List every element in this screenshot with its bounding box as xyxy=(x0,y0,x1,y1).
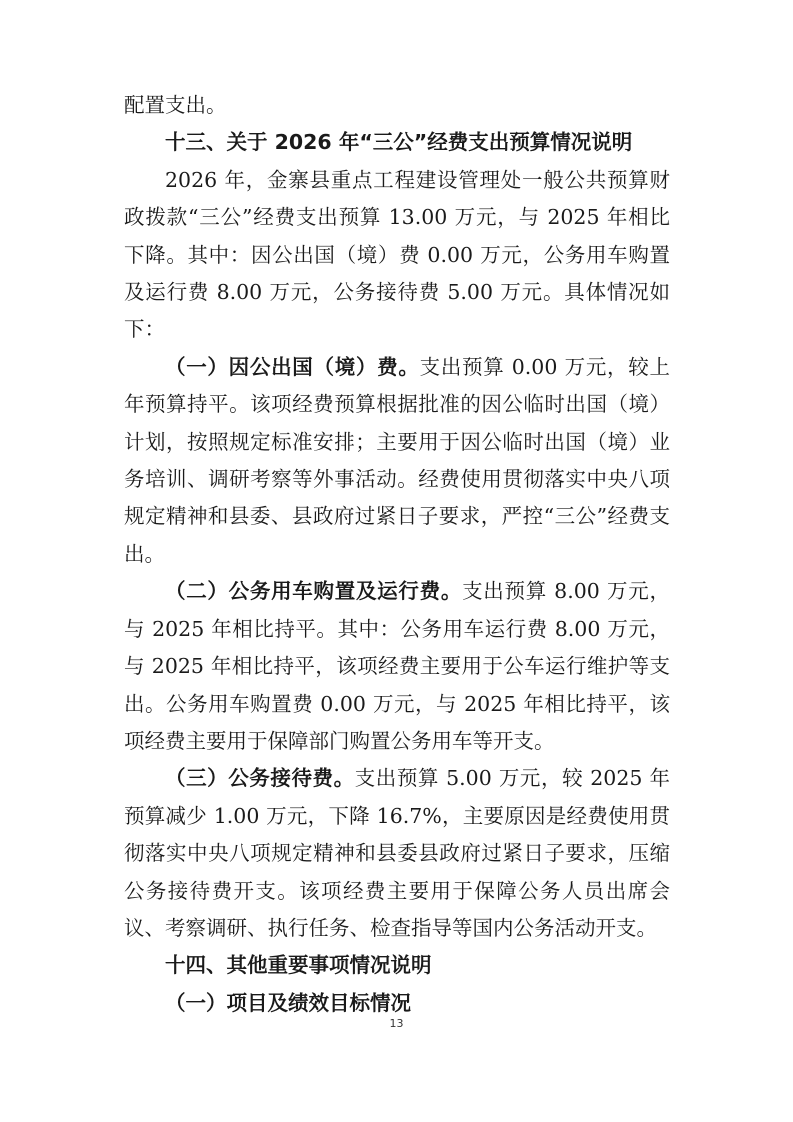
subheading-vehicles: （二）公务用车购置及运行费。 xyxy=(165,579,463,604)
overseas-body: 支出预算 0.00 万元，较上年预算持平。该项经费预算根据批准的因公临时出国（境）计划，按照规定标准安排；主要用于因公临时出国（境）业务培训、调研考察等外事活动。经费使用贯彻落实中央八项规定精神和县委、县政府过紧日子要求，严控“三公”经费支出。 xyxy=(124,354,670,566)
subheading-projects: （一）项目及绩效目标情况 xyxy=(165,990,411,1015)
paragraph-overseas xyxy=(124,349,670,573)
paragraph-summary: 2026 年，金寨县重点工程建设管理处一般公共预算财政拨款“三公”经费支出预算 13.00 万元，与 2025 年相比下降。其中：因公出国（境）费 0.00 万元，公务用车购置及运行费 8.00 万元，公务接待费 5.00 万元。具体情况如下： xyxy=(124,167,670,342)
section-heading-14: 十四、其他重要事项情况说明 xyxy=(165,953,432,978)
paragraph-continuation: 配置支出。 xyxy=(124,93,227,117)
section-heading-13: 十三、关于 2026 年“三公”经费支出预算情况说明 xyxy=(165,130,633,155)
subheading-reception: （三）公务接待费。 xyxy=(165,766,355,791)
page-number: 13 xyxy=(389,1017,404,1030)
vehicles-body: 支出预算 8.00 万元，与 2025 年相比持平。其中：公务用车运行费 8.00 万元，与 2025 年相比持平，该项经费主要用于公车运行维护等支出。公务用车购置费 0.00 万元，与 2025 年相比持平，该项经费主要用于保障部门购置公务用车等开支。 xyxy=(124,579,670,753)
paragraph-vehicles xyxy=(124,573,670,760)
body-text xyxy=(124,87,670,1022)
paragraph-reception xyxy=(124,760,670,947)
reception-body: 支出预算 5.00 万元，较 2025 年预算减少 1.00 万元，下降 16.7%，主要原因是经费使用贯彻落实中央八项规定精神和县委县政府过紧日子要求，压缩公务接待费开支。该项经费主要用于保障公务人员出席会议、考察调研、执行任务、检查指导等国内公务活动开支。 xyxy=(124,766,671,940)
subheading-overseas: （一）因公出国（境）费。 xyxy=(165,354,420,379)
